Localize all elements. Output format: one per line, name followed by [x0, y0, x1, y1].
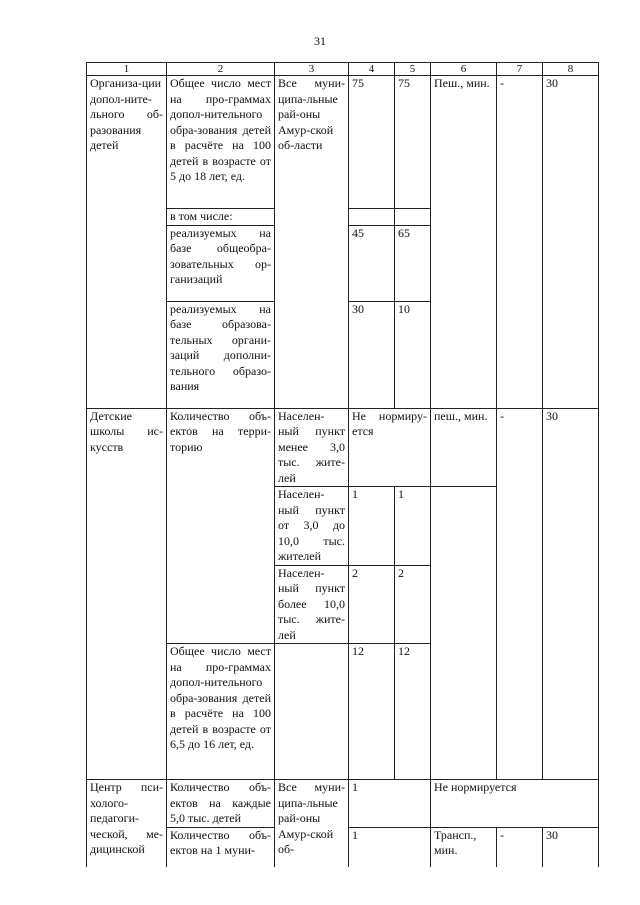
value-cell: 75 [349, 76, 395, 209]
value-cell: 65 [395, 225, 431, 301]
indicator-cell: Количество объ-ектов на терри-торию [167, 408, 275, 644]
header-cell: 2 [167, 63, 275, 76]
value-cell: - [497, 76, 543, 409]
value-cell: 30 [543, 408, 599, 780]
header-cell: 1 [87, 63, 167, 76]
empty-cell [431, 487, 497, 780]
indicator-cell: реализуемых на базе общеобра-зовательных ор-ганизаций [167, 225, 275, 301]
value-cell: 75 [395, 76, 431, 209]
table-row [87, 76, 599, 209]
value-cell: 12 [395, 644, 431, 780]
settlement-cell: Населен-ный пункт более 10,0 тыс. жите-лей [275, 565, 349, 644]
value-cell: 2 [395, 565, 431, 644]
value-cell: Не нормируется [431, 780, 599, 828]
header-cell: 6 [431, 63, 497, 76]
facility-type-cell: Детские школы ис-кусств [87, 408, 167, 780]
value-cell: 1 [349, 780, 431, 828]
settlement-cell: Населен-ный пункт менее 3,0 тыс. жите-лей [275, 408, 349, 487]
value-cell: 1 [395, 487, 431, 566]
facility-type-cell: Центр пси-холого-педагоги-ческой, ме-дицинской [87, 780, 167, 868]
territory-cell: Все муни-ципа-льные рай-оны Амур-ской об- [275, 780, 349, 868]
access-type-cell: пеш., мин. [431, 408, 497, 487]
value-cell: 45 [349, 225, 395, 301]
value-cell: 1 [349, 487, 395, 566]
value-cell [395, 209, 431, 226]
table-row [87, 780, 599, 828]
norms-table [86, 62, 599, 867]
table-row [87, 408, 599, 487]
value-cell: 12 [349, 644, 395, 780]
value-cell [349, 209, 395, 226]
value-cell: 10 [395, 301, 431, 408]
page-number: 31 [314, 34, 326, 48]
value-cell: - [497, 827, 543, 867]
header-cell: 4 [349, 63, 395, 76]
indicator-cell: Общее число мест на про-граммах допол-нительного обра-зования детей в расчёте на 100 детей в возрасте от 6,5 до 16 лет, ед. [167, 644, 275, 780]
value-cell: 2 [349, 565, 395, 644]
access-type-cell: Трансп., мин. [431, 827, 497, 867]
indicator-cell: реализуемых на базе образова-тельных органи-заций дополни-тельного образо-вания [167, 301, 275, 408]
value-cell: Не нормиру-ется [349, 408, 431, 487]
header-cell: 5 [395, 63, 431, 76]
header-cell: 7 [497, 63, 543, 76]
access-type-cell: Пеш., мин. [431, 76, 497, 409]
settlement-cell: Населен-ный пункт от 3,0 до 10,0 тыс. жителей [275, 487, 349, 566]
value-cell: 1 [349, 827, 431, 867]
header-cell: 3 [275, 63, 349, 76]
table-header-row [87, 63, 599, 76]
value-cell: - [497, 408, 543, 780]
indicator-cell: Общее число мест на про-граммах допол-нительного обра-зования детей в расчёте на 100 детей в возрасте от 5 до 18 лет, ед. [167, 76, 275, 209]
indicator-cell: в том числе: [167, 209, 275, 226]
territory-cell: Все муни-ципа-льные рай-оны Амур-ской об-ласти [275, 76, 349, 409]
value-cell: 30 [349, 301, 395, 408]
indicator-cell: Количество объ-ектов на каждые 5,0 тыс. детей [167, 780, 275, 828]
value-cell: 30 [543, 76, 599, 409]
header-cell: 8 [543, 63, 599, 76]
empty-cell [275, 644, 349, 780]
value-cell: 30 [543, 827, 599, 867]
indicator-cell: Количество объ-ектов на 1 муни- [167, 827, 275, 867]
facility-type-cell: Организа-ции допол-ните-льного об-разования детей [87, 76, 167, 409]
